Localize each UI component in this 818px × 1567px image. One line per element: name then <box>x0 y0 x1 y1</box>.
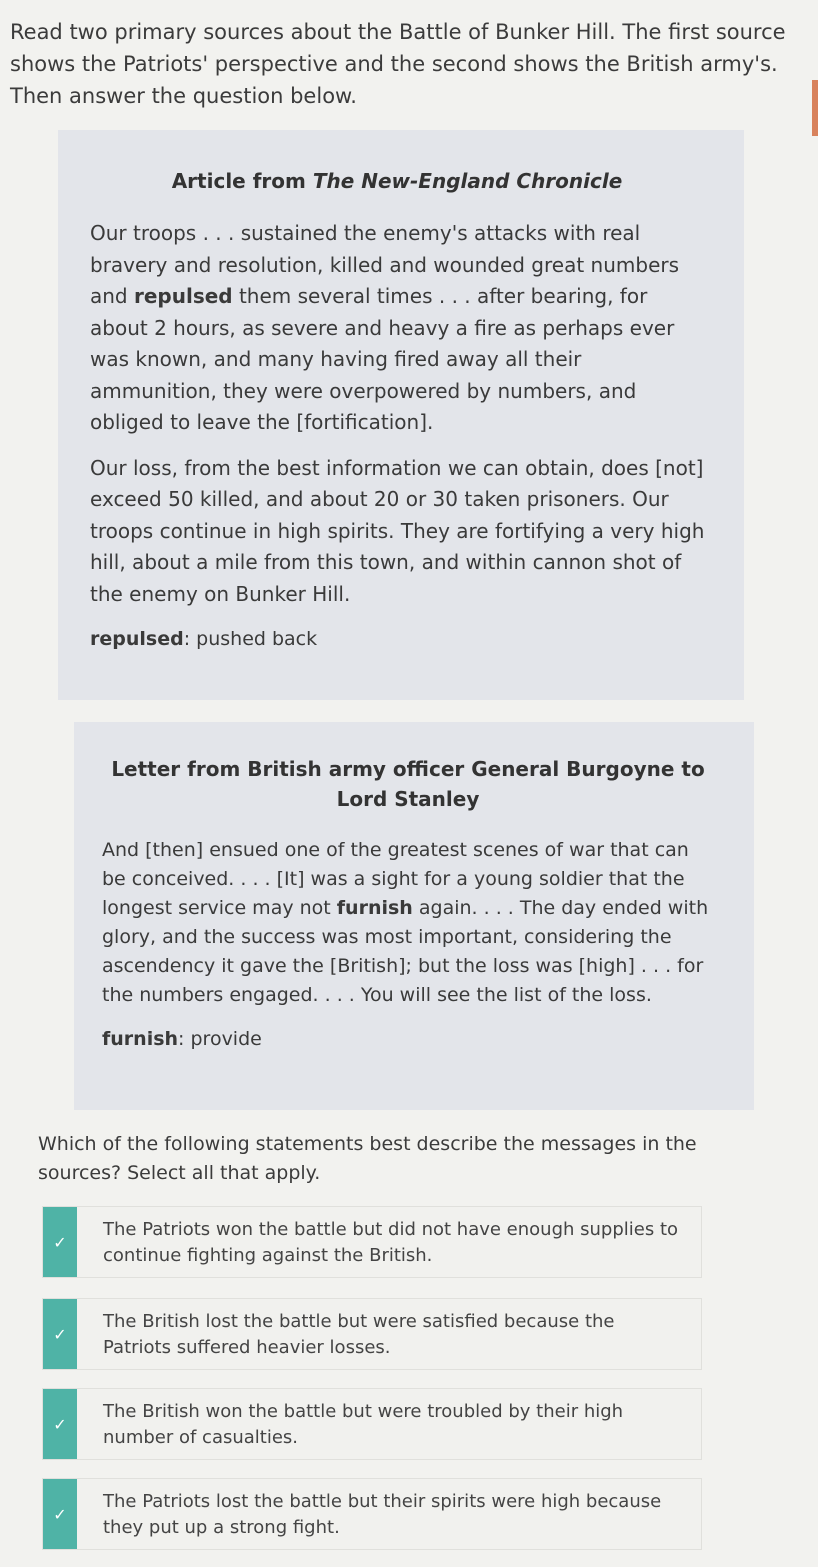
glossary-term: repulsed <box>90 628 184 650</box>
glossary-term: furnish <box>102 1028 179 1050</box>
keyword-repulsed: repulsed <box>133 284 233 308</box>
answer-option-text: The British won the battle but were troubled by their high number of casualties. <box>103 1401 624 1448</box>
source-article-paragraph-2: Our loss, from the best information we can obtain, does [not] exceed 50 killed, and about 20 or 30 taken prisoners. Our troops continue in high spirits. They are fortifying a very high hill, about a mile from this town, and within cannon shot of the enemy on Bunker Hill. <box>90 455 705 606</box>
answer-option-1[interactable] <box>42 1206 702 1278</box>
glossary-repulsed <box>90 624 744 654</box>
source-letter-paragraph <box>102 836 712 1010</box>
source-article-title-prefix: Article from <box>171 169 313 193</box>
glossary-definition: : pushed back <box>183 628 318 650</box>
paragraph-text: them several times . . . after bearing, for about 2 hours, as severe and heavy a fire as perhaps ever was known, and many having fired away all their ammunition, they were overpowered by numbers, and obliged to leave the [fortification]. <box>90 284 675 434</box>
glossary-definition: : provide <box>178 1028 262 1050</box>
scroll-indicator <box>812 80 818 136</box>
source-article-title <box>90 166 744 196</box>
checkmark-icon[interactable]: ✓ <box>43 1479 77 1549</box>
answer-option-3[interactable] <box>42 1388 702 1460</box>
source-letter-box <box>74 722 754 1110</box>
answer-option-text: The Patriots lost the battle but their spirits were high because they put up a strong fight. <box>103 1491 662 1538</box>
source-article-paragraph-1 <box>90 218 710 439</box>
answer-option-text: The Patriots won the battle but did not have enough supplies to continue fighting against the British. <box>103 1219 679 1266</box>
keyword-furnish: furnish <box>336 897 413 919</box>
instructions-text: Read two primary sources about the Battle of Bunker Hill. The first source shows the Patriots' perspective and the second shows the British army's. Then answer the question below. <box>10 20 786 108</box>
checkmark-icon[interactable]: ✓ <box>43 1207 77 1277</box>
source-letter-title: Letter from British army officer General Burgoyne to Lord Stanley <box>111 757 705 811</box>
answer-option-4[interactable] <box>42 1478 702 1550</box>
paragraph-text: Our troops . . . sustained the enemy's attacks with real bravery and resolution, killed and wounded great numbers and <box>90 221 680 308</box>
checkmark-icon[interactable]: ✓ <box>43 1389 77 1459</box>
source-article-publication: The New-England Chronicle <box>312 169 623 193</box>
answer-option-2[interactable] <box>42 1298 702 1370</box>
checkmark-icon[interactable]: ✓ <box>43 1299 77 1369</box>
question-prompt: Which of the following statements best describe the messages in the sources? Select all that apply. <box>38 1133 697 1184</box>
answer-option-text: The British lost the battle but were satisfied because the Patriots suffered heavier losses. <box>103 1311 615 1358</box>
source-article-box <box>58 130 744 700</box>
paragraph-text: And [then] ensued one of the greatest scenes of war that can be conceived. . . . [It] was a sight for a young soldier that the longest service may not <box>102 839 689 919</box>
paragraph-text: again. . . . The day ended with glory, and the success was most important, considering the ascendency it gave the [British]; but the loss was [high] . . . for the numbers engaged. . . . You will see the list of the loss. <box>102 897 709 1006</box>
glossary-furnish <box>102 1024 754 1054</box>
